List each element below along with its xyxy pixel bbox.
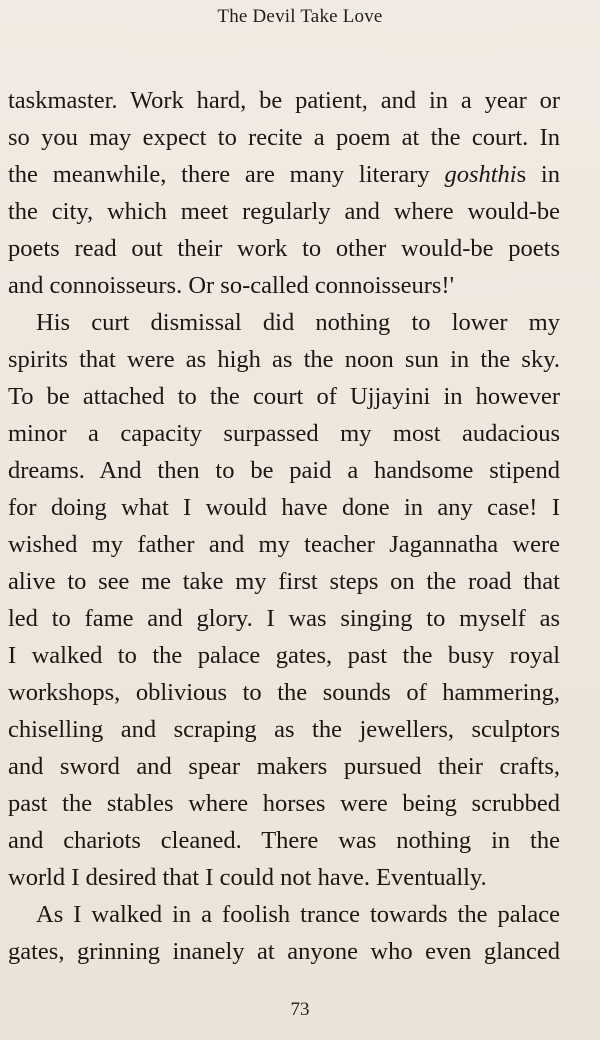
text-line (8, 156, 560, 193)
text-line: wished my father and my teacher Jagannatha were (8, 531, 560, 558)
text-line: dreams. And then to be paid a handsome stipend (8, 457, 560, 484)
text-line: workshops, oblivious to the sounds of hammering, (8, 679, 560, 706)
text-line: poets read out their work to other would-be poets (8, 235, 560, 262)
text-run: s in (516, 161, 560, 188)
paragraph-first-line: His curt dismissal did nothing to lower my (36, 309, 560, 336)
paragraph-end-line: and connoisseurs. Or so-called connoisseurs!' (8, 272, 454, 299)
text-line: led to fame and glory. I was singing to myself as (8, 605, 560, 632)
text-line: for doing what I would have done in any case! I (8, 494, 560, 521)
text-line: alive to see me take my first steps on the road that (8, 568, 560, 595)
body-text (8, 82, 560, 970)
text-line: To be attached to the court of Ujjayini in however (8, 383, 560, 410)
text-line: and chariots cleaned. There was nothing in the (8, 827, 560, 854)
text-line: spirits that were as high as the noon sun in the sky. (8, 346, 560, 373)
running-head: The Devil Take Love (217, 6, 383, 27)
text-line: I walked to the palace gates, past the busy royal (8, 642, 560, 669)
text-line: taskmaster. Work hard, be patient, and in a year or (8, 87, 560, 114)
paragraph-end-line: world I desired that I could not have. Eventually. (8, 864, 487, 891)
italic-term: goshthi (444, 161, 517, 188)
text-line: so you may expect to recite a poem at the court. In (8, 124, 560, 151)
text-line: gates, grinning inanely at anyone who even glanced (8, 938, 560, 965)
text-run: the meanwhile, there are many literary (8, 161, 445, 188)
text-line: minor a capacity surpassed my most audacious (8, 420, 560, 447)
paragraph-first-line: As I walked in a foolish trance towards the palace (36, 901, 560, 928)
text-line: chiselling and scraping as the jewellers, sculptors (8, 716, 560, 743)
page-number: 73 (290, 999, 310, 1020)
text-line: and sword and spear makers pursued their crafts, (8, 753, 560, 780)
text-line: the city, which meet regularly and where would-be (8, 198, 560, 225)
text-line: past the stables where horses were being scrubbed (8, 790, 560, 817)
